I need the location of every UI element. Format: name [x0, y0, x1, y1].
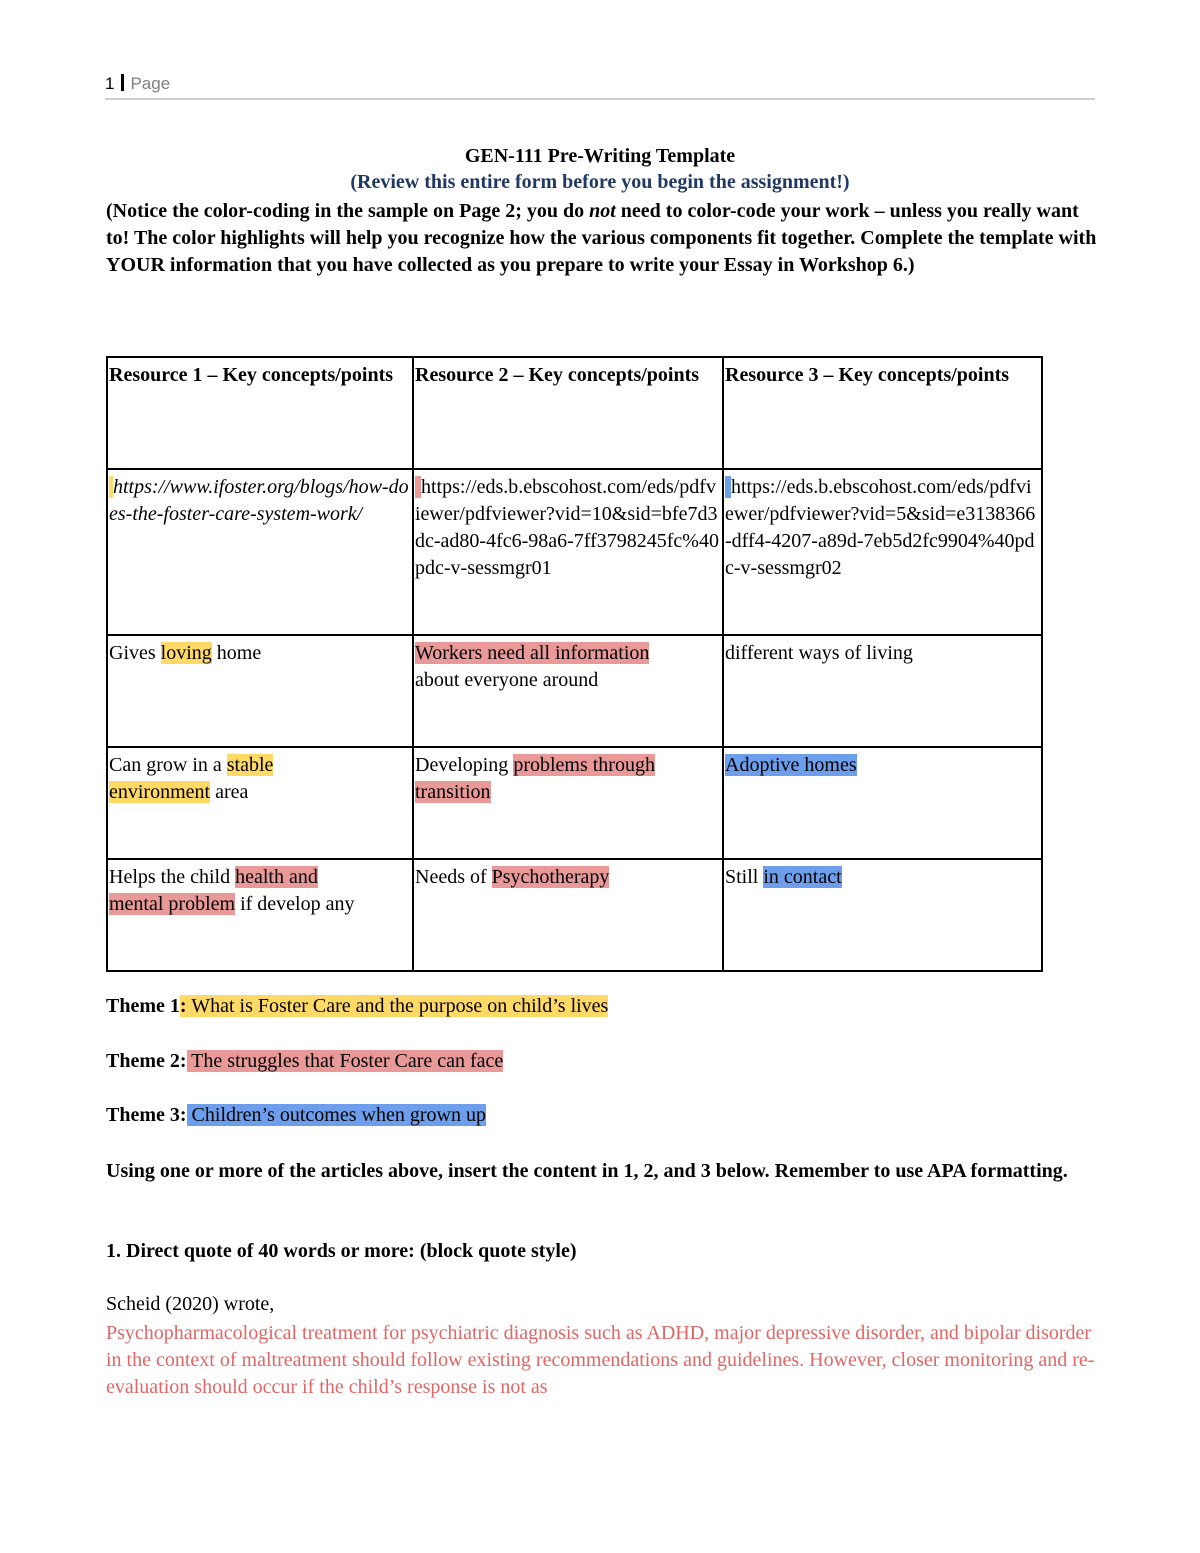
table-row — [107, 747, 1042, 859]
highlight-pink: health and — [235, 866, 318, 888]
theme-1-text: What is Foster Care and the purpose on child’s lives — [186, 995, 609, 1017]
table-cell — [413, 635, 723, 747]
table-cell — [723, 635, 1042, 747]
header-divider — [121, 74, 124, 91]
cell-text: Still — [725, 866, 764, 888]
resources-table — [106, 356, 1043, 972]
resource-1-url-cell — [107, 469, 413, 635]
cell-text: Needs of — [415, 866, 492, 888]
theme-1-text-highlight — [180, 995, 608, 1017]
notice-paragraph — [106, 198, 1101, 279]
document-title: GEN-111 Pre-Writing Template — [464, 145, 736, 167]
theme-1-colon: : — [179, 995, 187, 1017]
resource-3-url[interactable]: https://eds.b.ebscohost.com/eds/pdfviewer/pdfviewer?vid=5&sid=e3138366-dff4-4207-a89d-7eb5d2fc9904%40pdc-v-sessmgr02 — [725, 476, 1036, 579]
highlight-yellow: environment — [109, 781, 211, 803]
highlight-yellow: loving — [160, 642, 212, 664]
page-number: 1 — [105, 74, 115, 93]
document-subtitle: (Review this entire form before you begin the assignment!) — [350, 171, 850, 193]
highlight-pink: transition — [415, 781, 491, 803]
table-row — [107, 357, 1042, 469]
highlight-yellow: stable — [226, 754, 274, 776]
table-cell — [723, 747, 1042, 859]
cell-text: Developing — [415, 754, 514, 776]
cell-text: different ways of living — [725, 642, 913, 664]
notice-text-end: need to color-code your work – unless you really want to! The color highlights will help you recognize how the various components fit together. Complete the template with YOUR information that you have collected as you prepare to write your Essay in Workshop 6.) — [106, 200, 1097, 276]
cell-text: area — [210, 781, 249, 803]
page-label: Page — [130, 74, 171, 93]
theme-2-text: The struggles that Foster Care can face — [186, 1050, 504, 1072]
table-row — [107, 635, 1042, 747]
theme-3 — [106, 1104, 486, 1127]
highlight-pink: Workers need all information — [415, 642, 650, 664]
resource-1-header: Resource 1 – Key concepts/points — [107, 357, 413, 469]
highlight-blue: Adoptive homes — [725, 754, 857, 776]
theme-2-label: Theme 2: — [106, 1050, 187, 1072]
notice-text-start: (Notice the color-coding in the sample on Page 2; you do — [106, 200, 590, 222]
cell-text: Helps the child — [109, 866, 236, 888]
cell-text: if develop any — [235, 893, 355, 915]
cell-text: Gives — [109, 642, 161, 664]
block-quote: Psychopharmacological treatment for psychiatric diagnosis such as ADHD, major depressive disorder, and bipolar disorder in the context of maltreatment should follow existing recommendations and guidelines. However, closer monitoring and re-evaluation should occur if the child’s response is not as — [106, 1322, 1095, 1398]
table-cell — [413, 859, 723, 971]
highlight-pink: Psychotherapy — [491, 866, 610, 888]
resource-2-url-cell — [413, 469, 723, 635]
page-header — [105, 74, 1095, 100]
item-1-heading: 1. Direct quote of 40 words or more: (block quote style) — [106, 1240, 577, 1262]
cell-text: home — [211, 642, 262, 664]
theme-2 — [106, 1050, 503, 1073]
table-cell — [723, 859, 1042, 971]
cell-text: Can grow in a — [109, 754, 227, 776]
instruction-paragraph: Using one or more of the articles above, insert the content in 1, 2, and 3 below. Remember to use APA formatting. — [106, 1160, 1068, 1182]
notice-emphasis: not — [589, 200, 616, 222]
theme-1-label: Theme 1 — [106, 995, 180, 1017]
table-cell — [107, 635, 413, 747]
resource-2-header: Resource 2 – Key concepts/points — [413, 357, 723, 469]
table-cell — [107, 747, 413, 859]
table-row — [107, 469, 1042, 635]
theme-1 — [106, 995, 608, 1018]
theme-3-label: Theme 3: — [106, 1104, 187, 1126]
highlight-blue: in contact — [763, 866, 842, 888]
resource-3-url-cell — [723, 469, 1042, 635]
table-cell — [107, 859, 413, 971]
table-cell — [413, 747, 723, 859]
table-row — [107, 859, 1042, 971]
theme-3-text: Children’s outcomes when grown up — [186, 1104, 486, 1126]
resource-3-header: Resource 3 – Key concepts/points — [723, 357, 1042, 469]
resource-2-url[interactable]: https://eds.b.ebscohost.com/eds/pdfviewer/pdfviewer?vid=10&sid=bfe7d3dc-ad80-4fc6-98a6-7ff3798245fc%40pdc-v-sessmgr01 — [415, 476, 719, 579]
cell-text: about everyone around — [415, 669, 599, 691]
resource-1-url[interactable]: https://www.ifoster.org/blogs/how-does-the-foster-care-system-work/ — [109, 476, 409, 525]
highlight-pink: mental problem — [109, 893, 236, 915]
quote-attribution: Scheid (2020) wrote, — [106, 1293, 275, 1315]
highlight-pink: problems through — [513, 754, 655, 776]
